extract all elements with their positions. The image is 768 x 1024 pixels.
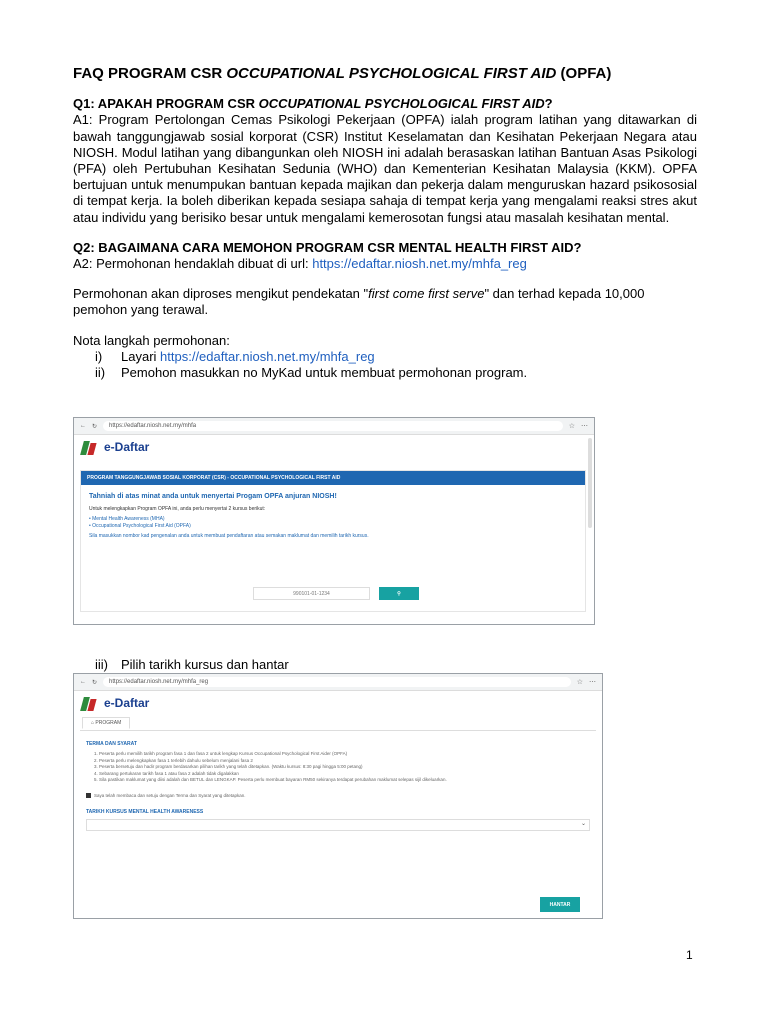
url-field[interactable] xyxy=(103,421,563,431)
tab-bar xyxy=(80,717,596,731)
terms-heading: TERMA DAN SYARAT xyxy=(86,741,137,747)
fcfs-paragraph xyxy=(73,286,697,318)
fcfs-prefix: Permohonan akan diproses mengikut pendekatan " xyxy=(73,286,369,302)
title-suffix: (OPFA) xyxy=(556,65,612,82)
title-prefix: FAQ PROGRAM CSR xyxy=(73,65,227,82)
q2-heading: Q2: BAGAIMANA CARA MEMOHON PROGRAM CSR MENTAL HEALTH FIRST AID? xyxy=(73,239,582,255)
brand-header xyxy=(74,435,594,459)
home-icon: ⌂ xyxy=(91,720,95,726)
intro-text: Untuk melengkapkan Program OPFA ini, anda perlu menyertai 2 kursus berikut: xyxy=(89,506,266,512)
document-body xyxy=(73,66,697,381)
refresh-icon[interactable]: ↻ xyxy=(92,679,98,686)
q1-heading-italic: OCCUPATIONAL PSYCHOLOGICAL FIRST AID xyxy=(258,96,545,112)
step-text: Pilih tarikh kursus dan hantar xyxy=(121,657,289,672)
url-field[interactable] xyxy=(103,677,571,687)
fcfs-italic: first come first serve xyxy=(368,286,485,302)
url-text: https://edaftar.niosh.net.my/mhfa_reg xyxy=(109,679,209,685)
content-panel xyxy=(80,470,586,612)
instruction-text: Sila masukkan nombor kad pengenalan anda untuk membuat pendaftaran atau semakan maklumat dan memilih tarikh kursus. xyxy=(89,533,369,539)
tab-program[interactable] xyxy=(82,717,130,729)
star-icon[interactable]: ☆ xyxy=(568,423,575,430)
q2-url-link[interactable]: https://edaftar.niosh.net.my/mhfa_reg xyxy=(312,256,527,272)
date-heading: TARIKH KURSUS MENTAL HEALTH AWARENESS xyxy=(86,808,204,815)
course-item: Occupational Psychological First Aid (OPFA) xyxy=(92,523,191,529)
search-button[interactable] xyxy=(379,587,419,600)
congrats-heading: Tahniah di atas minat anda untuk menyertai Progam OPFA anjuran NIOSH! xyxy=(89,493,337,500)
refresh-icon[interactable]: ↻ xyxy=(92,423,98,430)
agree-checkbox[interactable] xyxy=(86,793,91,798)
back-icon[interactable]: ← xyxy=(80,679,86,685)
step-text: Layari xyxy=(121,348,161,364)
course-item: Mental Health Awareness (MHA) xyxy=(92,516,165,522)
agree-label: Saya telah membaca dan setuju dengan Terma dan Syarat yang ditetapkan. xyxy=(94,792,246,798)
search-icon: ⚲ xyxy=(397,590,401,597)
terms-item: 5. Sila pastikan maklumat yang diisi adalah dan BETUL dan LENGKAP. Peserta perlu membuat bayaran RM50 sekiranya terdapat perubahan maklumat selepas sijil dikeluarkan. xyxy=(94,777,447,782)
terms-item: 1. Peserta perlu memilih tarikh program fasa 1 dan fasa 2 untuk lengkap Kursus Occupational Psychological First Aider (OPFA) xyxy=(94,751,348,756)
brand-name: e-Daftar xyxy=(104,440,150,454)
terms-list xyxy=(86,751,590,784)
back-icon[interactable]: ← xyxy=(80,423,86,429)
menu-icon[interactable]: ⋯ xyxy=(589,679,596,686)
fcfs-suffix: " dan terhad kepada 10,000 pemohon yang terawal. xyxy=(73,286,645,318)
step-number: i) xyxy=(95,348,103,364)
q1-answer: A1: Program Pertolongan Cemas Psikologi Pekerjaan (OPFA) ialah program latihan yang ditawarkan di bawah tanggungjawab sosial korporat (CSR) Institut Keselamatan dan Kesihatan Pekerjaan Negara atau NIOSH. Modul latihan yang dibangunkan oleh NIOSH ini adalah berasaskan latihan Bantuan Asas Psikologi (PFA) oleh Pertubuhan Kesihatan Sedunia (WHO) dan Kementerian Kesihatan Malaysia (KKM). OPFA bertujuan untuk menumpukan bantuan kepada majikan dan pekerja dalam menguruskan hazard psikososial di tempat kerja. Ia boleh diberikan kepada sesiapa sahaja di tempat kerja yang mengalami reaksi stres akut atau individu yang berisiko besar untuk mengalami kemerosotan fungsi atau masalah kesihatan mental. xyxy=(73,112,697,225)
submit-button[interactable]: HANTAR xyxy=(540,897,580,912)
mykad-input[interactable]: 990101-01-1234 xyxy=(253,587,370,600)
screenshot-date-page xyxy=(73,673,603,919)
title-italic: OCCUPATIONAL PSYCHOLOGICAL FIRST AID xyxy=(226,65,557,82)
terms-item: 2. Peserta perlu melengkapkan fasa 1 terlebih dahulu sebelum menjalani fasa 2 xyxy=(94,757,253,763)
brand-name: e-Daftar xyxy=(104,696,150,710)
tab-label: PROGRAM xyxy=(95,720,122,726)
terms-item: 3. Peserta bersetuju dan hadir program berdasarkan pilihan tarikh yang telah ditetapkan. (Waktu kursus: 8:30 pagi hingga 5:00 petang) xyxy=(94,764,363,769)
q2-answer xyxy=(73,256,697,272)
program-banner: PROGRAM TANGGUNGJAWAB SOSIAL KORPORAT (CSR) - OCCUPATIONAL PSYCHOLOGICAL FIRST AID xyxy=(81,471,585,485)
page-title xyxy=(73,66,697,82)
nota-heading: Nota langkah permohonan: xyxy=(73,332,230,348)
step-number: ii) xyxy=(95,365,106,381)
url-text: https://edaftar.niosh.net.my/mhfa xyxy=(109,423,197,429)
q1-heading xyxy=(73,96,697,112)
star-icon[interactable]: ☆ xyxy=(576,679,583,686)
step-list xyxy=(73,349,697,381)
step-item xyxy=(95,365,697,381)
step-number: iii) xyxy=(95,657,108,672)
browser-address-bar xyxy=(74,418,594,435)
brand-header xyxy=(74,691,602,715)
step-iii-block xyxy=(73,657,697,673)
browser-address-bar xyxy=(74,674,602,691)
page-number: 1 xyxy=(686,948,693,962)
screenshot-mykad-page xyxy=(73,417,595,625)
agree-row xyxy=(86,792,590,799)
q1-heading-suffix: ? xyxy=(544,96,553,112)
step-url-link[interactable]: https://edaftar.niosh.net.my/mhfa_reg xyxy=(160,348,375,364)
date-select[interactable] xyxy=(86,819,590,831)
step-text: Pemohon masukkan no MyKad untuk membuat permohonan program. xyxy=(121,365,528,381)
menu-icon[interactable]: ⋯ xyxy=(581,423,588,430)
course-list: • Mental Health Awareness (MHA) • Occupational Psychological First Aid (OPFA) xyxy=(89,516,191,529)
q1-heading-prefix: Q1: APAKAH PROGRAM CSR xyxy=(73,96,259,112)
scrollbar[interactable] xyxy=(588,438,592,528)
step-item xyxy=(95,349,697,365)
chevron-down-icon: ⌄ xyxy=(580,820,586,827)
step-item xyxy=(95,657,697,673)
terms-item: 4. Sebarang pertukaran tarikh fasa 1 atau fasa 2 adalah tidak digalakkan xyxy=(94,770,239,776)
q2-answer-prefix: A2: Permohonan hendaklah dibuat di url: xyxy=(73,256,313,272)
niosh-logo xyxy=(82,439,98,455)
niosh-logo xyxy=(82,695,98,711)
